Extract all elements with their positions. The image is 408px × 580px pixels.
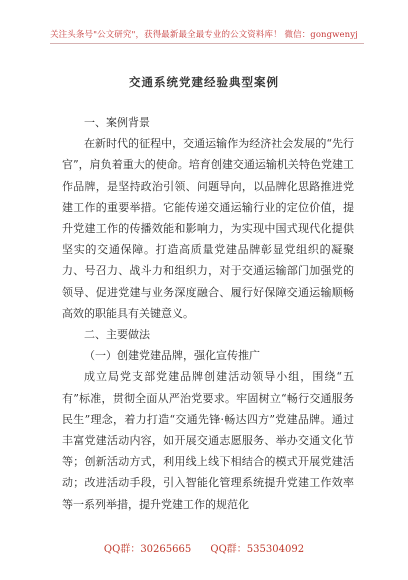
document-body (62, 112, 354, 515)
subsection-heading-brand: （一）创建党建品牌，强化宣传推广 (84, 349, 260, 363)
section-paragraph-background: 在新时代的征程中，交通运输作为经济社会发展的“先行官”，肩负着重大的使命。培育创建交通运输机关特色党建工作品牌，是坚持政治引领、问题导向，以品牌化思路推进党建工作的重要举措。它能传递交通运输行业的定位价值，提升党建工作的传播效能和影响力，为实现中国式现代化提供坚实的交通保障。打造高质量党建品牌彰显党组织的凝聚力、号召力、战斗力和组织力，对于交通运输部门加强党的领导、促进党建与业务深度融合、履行好保障交通运输顺畅高效的职能具有关键意义。 (62, 137, 354, 320)
document-title: 交通系统党建经验典型案例 (129, 75, 279, 89)
section-heading-background: 一、案例背景 (84, 116, 150, 129)
footer-qq-group-1: QQ群：30265665 (103, 544, 192, 555)
header-promo-note: 关注头条号"公文研究"，获得最新最全最专业的公文资料库！ 微信：gongwenyj (50, 30, 358, 40)
header-divider (50, 43, 364, 44)
section-heading-methods: 二、主要做法 (84, 328, 150, 342)
footer-qq-group-2: QQ群：535304092 (210, 544, 305, 555)
subsection-paragraph-brand: 成立局党支部党建品牌创建活动领导小组，围绕“五有”标准，贯彻全面从严治党要求。牢固树立“畅行交通服务民生”理念，着力打造“交通先锋·畅达四方”党建品牌。通过丰富党建活动内容，如开展交通志愿服务、举办交通文化节等；创新活动方式，利用线上线下相结合的模式开展党建活动；改进活动手段，引入智能化管理系统提升党建工作效率等一系列举措，提升党建工作的规范化 (62, 370, 354, 511)
footer-contact (0, 540, 408, 555)
